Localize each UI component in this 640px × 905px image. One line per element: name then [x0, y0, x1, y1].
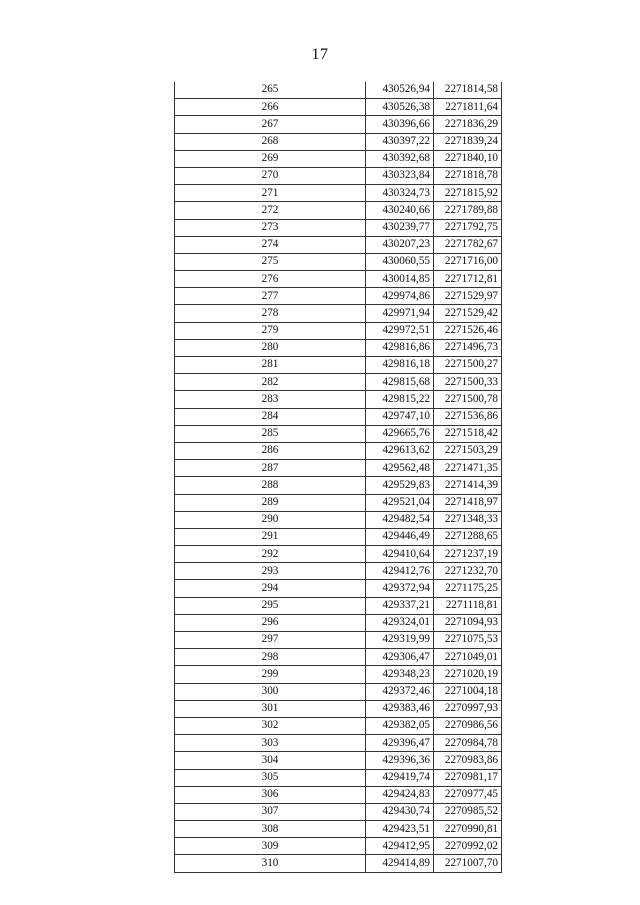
table-row [175, 717, 502, 734]
point-number-cell: 300 [175, 683, 366, 700]
table-row [175, 288, 502, 305]
y-coordinate-cell: 2271818,78 [434, 167, 502, 184]
y-coordinate-cell: 2271814,58 [434, 82, 502, 99]
x-coordinate-cell: 429396,36 [366, 752, 434, 769]
point-number-cell: 302 [175, 717, 366, 734]
table-row [175, 580, 502, 597]
table-row [175, 99, 502, 116]
table-row [175, 838, 502, 855]
x-coordinate-cell: 429665,76 [366, 425, 434, 442]
x-coordinate-cell: 429306,47 [366, 649, 434, 666]
table-row [175, 408, 502, 425]
table-row [175, 271, 502, 288]
x-coordinate-cell: 429974,86 [366, 288, 434, 305]
x-coordinate-cell: 430396,66 [366, 116, 434, 133]
point-number-cell: 266 [175, 99, 366, 116]
y-coordinate-cell: 2270997,93 [434, 700, 502, 717]
y-coordinate-cell: 2271500,78 [434, 391, 502, 408]
point-number-cell: 275 [175, 253, 366, 270]
point-number-cell: 293 [175, 563, 366, 580]
coordinates-table [174, 82, 502, 873]
y-coordinate-cell: 2271094,93 [434, 614, 502, 631]
y-coordinate-cell: 2271526,46 [434, 322, 502, 339]
x-coordinate-cell: 429521,04 [366, 494, 434, 511]
table-row [175, 546, 502, 563]
x-coordinate-cell: 429410,64 [366, 546, 434, 563]
y-coordinate-cell: 2270984,78 [434, 735, 502, 752]
point-number-cell: 274 [175, 236, 366, 253]
y-coordinate-cell: 2271004,18 [434, 683, 502, 700]
point-number-cell: 282 [175, 374, 366, 391]
table-row [175, 786, 502, 803]
x-coordinate-cell: 429423,51 [366, 821, 434, 838]
point-number-cell: 269 [175, 150, 366, 167]
x-coordinate-cell: 430239,77 [366, 219, 434, 236]
y-coordinate-cell: 2271288,65 [434, 528, 502, 545]
y-coordinate-cell: 2271782,67 [434, 236, 502, 253]
point-number-cell: 271 [175, 185, 366, 202]
x-coordinate-cell: 429972,51 [366, 322, 434, 339]
point-number-cell: 280 [175, 339, 366, 356]
table-row [175, 116, 502, 133]
x-coordinate-cell: 429816,86 [366, 339, 434, 356]
x-coordinate-cell: 429372,46 [366, 683, 434, 700]
table-row [175, 563, 502, 580]
x-coordinate-cell: 430240,66 [366, 202, 434, 219]
point-number-cell: 305 [175, 769, 366, 786]
y-coordinate-cell: 2271049,01 [434, 649, 502, 666]
x-coordinate-cell: 429382,05 [366, 717, 434, 734]
x-coordinate-cell: 429815,22 [366, 391, 434, 408]
table-row [175, 666, 502, 683]
point-number-cell: 303 [175, 735, 366, 752]
table-row [175, 735, 502, 752]
x-coordinate-cell: 429324,01 [366, 614, 434, 631]
x-coordinate-cell: 430526,94 [366, 82, 434, 99]
y-coordinate-cell: 2271503,29 [434, 442, 502, 459]
table-row [175, 219, 502, 236]
point-number-cell: 299 [175, 666, 366, 683]
x-coordinate-cell: 429747,10 [366, 408, 434, 425]
x-coordinate-cell: 430392,68 [366, 150, 434, 167]
point-number-cell: 277 [175, 288, 366, 305]
point-number-cell: 297 [175, 632, 366, 649]
table-row [175, 649, 502, 666]
y-coordinate-cell: 2271237,19 [434, 546, 502, 563]
x-coordinate-cell: 429412,76 [366, 563, 434, 580]
y-coordinate-cell: 2270992,02 [434, 838, 502, 855]
x-coordinate-cell: 430324,73 [366, 185, 434, 202]
x-coordinate-cell: 429816,18 [366, 357, 434, 374]
y-coordinate-cell: 2271471,35 [434, 460, 502, 477]
y-coordinate-cell: 2271020,19 [434, 666, 502, 683]
y-coordinate-cell: 2271232,70 [434, 563, 502, 580]
table-row [175, 305, 502, 322]
table-row [175, 391, 502, 408]
table-row [175, 236, 502, 253]
x-coordinate-cell: 430397,22 [366, 133, 434, 150]
point-number-cell: 308 [175, 821, 366, 838]
table-row [175, 253, 502, 270]
x-coordinate-cell: 429424,83 [366, 786, 434, 803]
y-coordinate-cell: 2270990,81 [434, 821, 502, 838]
x-coordinate-cell: 429562,48 [366, 460, 434, 477]
x-coordinate-cell: 430060,55 [366, 253, 434, 270]
x-coordinate-cell: 430207,23 [366, 236, 434, 253]
point-number-cell: 281 [175, 357, 366, 374]
y-coordinate-cell: 2270977,45 [434, 786, 502, 803]
point-number-cell: 294 [175, 580, 366, 597]
table-row [175, 133, 502, 150]
table-row [175, 339, 502, 356]
table-row [175, 528, 502, 545]
x-coordinate-cell: 429482,54 [366, 511, 434, 528]
y-coordinate-cell: 2270981,17 [434, 769, 502, 786]
table-row [175, 614, 502, 631]
page-number: 17 [311, 46, 329, 63]
y-coordinate-cell: 2271518,42 [434, 425, 502, 442]
point-number-cell: 306 [175, 786, 366, 803]
y-coordinate-cell: 2271811,64 [434, 99, 502, 116]
y-coordinate-cell: 2271529,42 [434, 305, 502, 322]
y-coordinate-cell: 2270985,52 [434, 803, 502, 820]
point-number-cell: 298 [175, 649, 366, 666]
y-coordinate-cell: 2271500,33 [434, 374, 502, 391]
y-coordinate-cell: 2271007,70 [434, 855, 502, 872]
point-number-cell: 296 [175, 614, 366, 631]
y-coordinate-cell: 2271414,39 [434, 477, 502, 494]
x-coordinate-cell: 429372,94 [366, 580, 434, 597]
table-row [175, 150, 502, 167]
point-number-cell: 289 [175, 494, 366, 511]
point-number-cell: 272 [175, 202, 366, 219]
table-row [175, 821, 502, 838]
x-coordinate-cell: 429396,47 [366, 735, 434, 752]
table-row [175, 511, 502, 528]
table-row [175, 357, 502, 374]
y-coordinate-cell: 2271529,97 [434, 288, 502, 305]
y-coordinate-cell: 2271712,81 [434, 271, 502, 288]
y-coordinate-cell: 2270986,56 [434, 717, 502, 734]
point-number-cell: 292 [175, 546, 366, 563]
point-number-cell: 278 [175, 305, 366, 322]
y-coordinate-cell: 2271418,97 [434, 494, 502, 511]
point-number-cell: 279 [175, 322, 366, 339]
point-number-cell: 309 [175, 838, 366, 855]
table-row [175, 477, 502, 494]
x-coordinate-cell: 429815,68 [366, 374, 434, 391]
table-row [175, 202, 502, 219]
y-coordinate-cell: 2271716,00 [434, 253, 502, 270]
x-coordinate-cell: 429348,23 [366, 666, 434, 683]
point-number-cell: 286 [175, 442, 366, 459]
x-coordinate-cell: 429419,74 [366, 769, 434, 786]
y-coordinate-cell: 2271789,88 [434, 202, 502, 219]
point-number-cell: 310 [175, 855, 366, 872]
coordinates-table-body [175, 82, 502, 872]
point-number-cell: 304 [175, 752, 366, 769]
x-coordinate-cell: 430526,38 [366, 99, 434, 116]
table-row [175, 374, 502, 391]
x-coordinate-cell: 430014,85 [366, 271, 434, 288]
y-coordinate-cell: 2271815,92 [434, 185, 502, 202]
point-number-cell: 285 [175, 425, 366, 442]
table-row [175, 752, 502, 769]
x-coordinate-cell: 429446,49 [366, 528, 434, 545]
table-row [175, 769, 502, 786]
point-number-cell: 273 [175, 219, 366, 236]
x-coordinate-cell: 429529,83 [366, 477, 434, 494]
y-coordinate-cell: 2271500,27 [434, 357, 502, 374]
x-coordinate-cell: 429430,74 [366, 803, 434, 820]
point-number-cell: 270 [175, 167, 366, 184]
table-row [175, 855, 502, 872]
x-coordinate-cell: 429414,89 [366, 855, 434, 872]
x-coordinate-cell: 429319,99 [366, 632, 434, 649]
x-coordinate-cell: 429613,62 [366, 442, 434, 459]
y-coordinate-cell: 2271118,81 [434, 597, 502, 614]
y-coordinate-cell: 2271175,25 [434, 580, 502, 597]
x-coordinate-cell: 429412,95 [366, 838, 434, 855]
y-coordinate-cell: 2270983,86 [434, 752, 502, 769]
y-coordinate-cell: 2271348,33 [434, 511, 502, 528]
point-number-cell: 290 [175, 511, 366, 528]
table-row [175, 442, 502, 459]
point-number-cell: 283 [175, 391, 366, 408]
point-number-cell: 265 [175, 82, 366, 99]
table-row [175, 597, 502, 614]
table-row [175, 700, 502, 717]
table-row [175, 82, 502, 99]
y-coordinate-cell: 2271792,75 [434, 219, 502, 236]
y-coordinate-cell: 2271839,24 [434, 133, 502, 150]
y-coordinate-cell: 2271840,10 [434, 150, 502, 167]
x-coordinate-cell: 430323,84 [366, 167, 434, 184]
point-number-cell: 276 [175, 271, 366, 288]
table-row [175, 803, 502, 820]
y-coordinate-cell: 2271536,86 [434, 408, 502, 425]
point-number-cell: 284 [175, 408, 366, 425]
table-row [175, 185, 502, 202]
y-coordinate-cell: 2271836,29 [434, 116, 502, 133]
point-number-cell: 287 [175, 460, 366, 477]
table-row [175, 167, 502, 184]
point-number-cell: 267 [175, 116, 366, 133]
table-row [175, 322, 502, 339]
point-number-cell: 291 [175, 528, 366, 545]
y-coordinate-cell: 2271496,73 [434, 339, 502, 356]
table-row [175, 632, 502, 649]
table-row [175, 460, 502, 477]
table-row [175, 494, 502, 511]
point-number-cell: 307 [175, 803, 366, 820]
table-row [175, 683, 502, 700]
table-row [175, 425, 502, 442]
point-number-cell: 288 [175, 477, 366, 494]
x-coordinate-cell: 429971,94 [366, 305, 434, 322]
y-coordinate-cell: 2271075,53 [434, 632, 502, 649]
point-number-cell: 301 [175, 700, 366, 717]
x-coordinate-cell: 429337,21 [366, 597, 434, 614]
point-number-cell: 295 [175, 597, 366, 614]
point-number-cell: 268 [175, 133, 366, 150]
x-coordinate-cell: 429383,46 [366, 700, 434, 717]
